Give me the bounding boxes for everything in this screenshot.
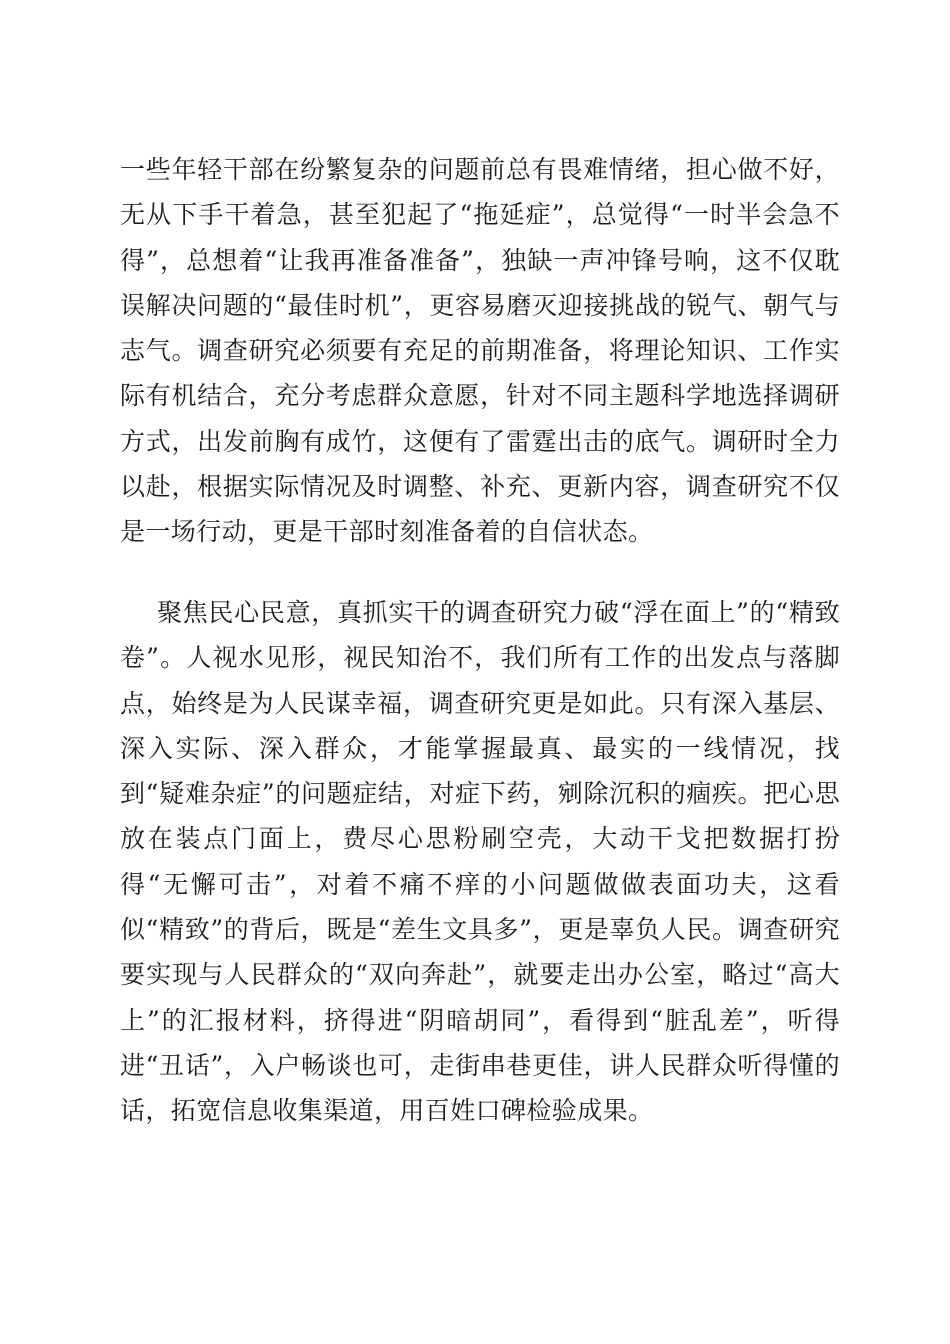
body-paragraph-2: 聚焦民心民意，真抓实干的调查研究力破“浮在面上”的“精致卷”。人视水见形，视民知治不，我们所有工作的出发点与落脚点，始终是为人民谋幸福，调查研究更是如此。只有深入基层、深入实际、深入群众，才能掌握最真、最实的一线情况，找到“疑难杂症”的问题症结，对症下药，剜除沉积的痼疾。把心思放在装点门面上，费尽心思粉刷空壳，大动干戈把数据打扮得“无懈可击”，对着不痛不痒的小问题做做表面功夫，这看似“精致”的背后，既是“差生文具多”，更是辜负人民。调查研究要实现与人民群众的“双向奔赴”，就要走出办公室，略过“高大上”的汇报材料，挤得进“阴暗胡同”，看得到“脏乱差”，听得进“丑话”，入户畅谈也可，走街串巷更佳，讲人民群众听得懂的话，拓宽信息收集渠道，用百姓口碑检验成果。	[120, 598, 840, 1126]
body-paragraph-1: 一些年轻干部在纷繁复杂的问题前总有畏难情绪，担心做不好，无从下手干着急，甚至犯起了“拖延症”，总觉得“一时半会急不得”，总想着“让我再准备准备”，独缺一声冲锋号响，这不仅耽误解决问题的“最佳时机”，更容易磨灭迎接挑战的锐气、朝气与志气。调查研究必须要有充足的前期准备，将理论知识、工作实际有机结合，充分考虑群众意愿，针对不同主题科学地选择调研方式，出发前胸有成竹，这便有了雷霆出击的底气。调研时全力以赴，根据实际情况及时调整、补充、更新内容，调查研究不仅是一场行动，更是干部时刻准备着的自信状态。	[120, 155, 840, 547]
